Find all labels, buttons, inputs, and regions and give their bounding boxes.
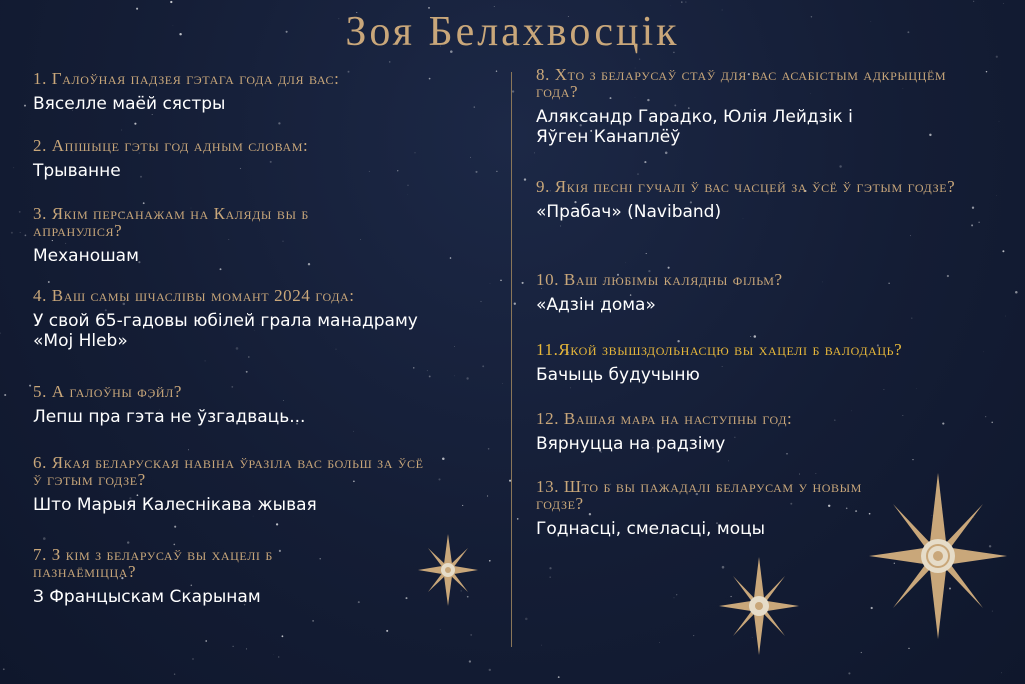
- star-dot: [248, 356, 250, 358]
- qa-item-1: [33, 70, 493, 114]
- star-dot: [524, 178, 526, 180]
- star-dot: [522, 282, 524, 284]
- qa-item-5: [33, 383, 493, 427]
- star-dot: [25, 235, 27, 237]
- star-dot: [665, 152, 668, 155]
- star-dot: [489, 669, 491, 671]
- star-dot: [996, 195, 997, 196]
- star-dot: [389, 61, 391, 63]
- star-dot: [991, 422, 992, 423]
- star-dot: [985, 416, 986, 417]
- star-dot: [220, 268, 222, 270]
- answer-13: Годнасці, смеласці, моцы: [536, 519, 766, 539]
- answer-12: Вярнуцца на радзіму: [536, 434, 726, 454]
- star-dot: [848, 672, 850, 674]
- star-dot: [121, 129, 122, 130]
- column-divider: [511, 72, 512, 647]
- question-9: 9. Якія песні гучалі ў вас часцей за ўсё ў гэтым годзе?: [536, 177, 956, 196]
- star-dot: [1001, 672, 1002, 673]
- star-dot: [11, 232, 13, 234]
- star-dot: [43, 537, 46, 540]
- star-dot: [438, 478, 440, 480]
- star-dot: [470, 634, 472, 636]
- star-dot: [971, 224, 973, 226]
- answer-3: Механошам: [33, 246, 139, 266]
- question-7: 7. З кім з беларусаў вы хацелі б пазнаёміцца?: [33, 545, 273, 581]
- answer-5: Лепш пра гэта не ўзгадваць...: [33, 407, 306, 427]
- question-3: 3. Якім персанажам на Каляды вы б апрануліся?: [33, 204, 309, 240]
- star-dot: [502, 383, 503, 384]
- question-6: 6. Якая беларуская навіна ўразіла вас больш за ўсё ў гэтым годзе?: [33, 453, 424, 489]
- qa-item-6: [33, 454, 433, 515]
- star-dot: [489, 560, 491, 562]
- star-dot: [205, 360, 206, 361]
- star-dot: [799, 474, 800, 475]
- star-dot: [1003, 3, 1004, 4]
- star-dot: [986, 71, 987, 72]
- star-dot: [450, 257, 452, 259]
- qa-item-10: [536, 271, 976, 315]
- star-dot: [525, 618, 528, 621]
- star-dot: [246, 371, 248, 373]
- answer-8: Аляксандр Гарадко, Юлія Лейдзік і Яўген Канаплёў: [536, 107, 853, 147]
- star-dot: [48, 281, 50, 283]
- star-dot: [637, 173, 638, 174]
- star-dot: [253, 516, 254, 517]
- question-5: 5. А галоўны фэйл?: [33, 382, 183, 401]
- answer-9: «Прабач» (Naviband): [536, 202, 722, 222]
- answer-7: З Францыскам Скарынам: [33, 587, 261, 607]
- question-2: 2. Апішыце гэты год адным словам:: [33, 136, 309, 155]
- star-dot: [440, 629, 441, 630]
- qa-item-2: [33, 137, 493, 181]
- star-dot: [24, 105, 26, 107]
- star-dot: [644, 161, 646, 163]
- star-dot: [488, 448, 490, 450]
- star-dot: [560, 226, 561, 227]
- star-ornament-icon: [718, 556, 800, 656]
- star-dot: [278, 122, 280, 124]
- star-ornament-icon: [417, 533, 479, 607]
- star-dot: [908, 648, 909, 649]
- star-dot: [550, 577, 551, 578]
- star-dot: [839, 165, 841, 167]
- star-dot: [152, 114, 153, 115]
- star-dot: [20, 232, 21, 233]
- star-dot: [188, 449, 189, 450]
- qa-item-11: [536, 341, 1016, 385]
- qa-item-13: [536, 478, 886, 539]
- qa-item-4: [33, 287, 493, 351]
- star-dot: [353, 431, 354, 432]
- star-dot: [668, 267, 670, 269]
- star-dot: [496, 70, 497, 71]
- answer-1: Вяселле маёй сястры: [33, 94, 226, 114]
- answer-2: Трыванне: [33, 161, 121, 181]
- star-dot: [517, 518, 519, 520]
- star-dot: [861, 652, 862, 653]
- question-1: 1. Галоўная падзея гэтага года для вас:: [33, 69, 340, 88]
- star-dot: [482, 365, 484, 367]
- star-dot: [912, 459, 913, 460]
- question-10: 10. Ваш любімы калядны фільм?: [536, 270, 783, 289]
- star-dot: [386, 630, 388, 632]
- star-dot: [127, 541, 129, 543]
- star-dot: [205, 640, 207, 642]
- star-dot: [685, 2, 686, 3]
- star-dot: [754, 335, 757, 338]
- star-dot: [496, 171, 497, 172]
- star-dot: [429, 375, 431, 377]
- star-dot: [487, 496, 488, 497]
- page-title: Зоя Белахвосцік: [345, 9, 680, 55]
- question-4: 4. Ваш самы шчаслівы момант 2024 года:: [33, 286, 355, 305]
- star-dot: [193, 659, 194, 660]
- star-dot: [358, 601, 360, 603]
- star-dot: [558, 676, 560, 678]
- star-dot: [276, 523, 278, 525]
- star-dot: [282, 635, 284, 637]
- star-dot: [174, 526, 176, 528]
- star-dot: [134, 123, 136, 125]
- answer-4: У свой 65-гадовы юбілей грала манадраму «Moj Hleb»: [33, 311, 418, 351]
- star-dot: [999, 121, 1000, 122]
- star-dot: [442, 457, 445, 460]
- star-dot: [534, 153, 535, 154]
- star-dot: [625, 263, 626, 264]
- question-11: 11.Якой звышздольнасцю вы хацелі б валодаць?: [536, 340, 903, 359]
- star-dot: [973, 1, 974, 2]
- star-dot: [639, 58, 640, 59]
- star-dot: [972, 207, 974, 209]
- star-dot: [514, 303, 516, 305]
- star-dot: [1015, 291, 1018, 294]
- qa-item-9: [536, 178, 956, 222]
- star-dot: [570, 388, 571, 389]
- star-dot: [427, 370, 428, 371]
- star-dot: [3, 668, 5, 670]
- star-dot: [512, 90, 514, 92]
- star-dot: [413, 367, 414, 368]
- star-dot: [1002, 250, 1004, 252]
- question-8: 8. Хто з беларусаў стаў для вас асабістым адкрыццём года?: [536, 65, 947, 101]
- star-dot: [500, 280, 501, 281]
- star-dot: [910, 235, 911, 236]
- star-dot: [278, 656, 279, 657]
- star-dot: [978, 222, 979, 223]
- star-dot: [4, 394, 6, 396]
- star-dot: [174, 674, 175, 675]
- star-dot: [246, 648, 247, 649]
- star-dot: [750, 336, 751, 337]
- star-dot: [13, 167, 14, 168]
- star-dot: [916, 389, 917, 390]
- star-dot: [681, 1, 682, 2]
- question-13: 13. Што б вы пажадалі беларусам у новым годзе?: [536, 477, 862, 513]
- star-ornament-icon: [868, 472, 1008, 640]
- star-dot: [19, 211, 21, 213]
- star-dot: [233, 646, 234, 647]
- qa-item-7: [33, 546, 353, 607]
- answer-10: «Адзін дома»: [536, 295, 656, 315]
- question-12: 12. Вашая мара на наступны год:: [536, 409, 793, 428]
- star-dot: [29, 385, 31, 387]
- star-dot: [674, 597, 675, 598]
- star-dot: [407, 184, 409, 186]
- star-dot: [312, 620, 314, 622]
- star-dot: [0, 333, 1, 334]
- qa-item-3: [33, 205, 383, 266]
- star-dot: [816, 473, 817, 474]
- qa-item-8: [536, 66, 976, 147]
- qa-item-12: [536, 410, 976, 454]
- star-dot: [883, 389, 884, 390]
- answer-6: Што Марыя Калеснікава жывая: [33, 495, 317, 515]
- star-dot: [676, 594, 677, 595]
- star-dot: [541, 645, 542, 646]
- star-dot: [494, 6, 495, 7]
- star-dot: [466, 377, 468, 379]
- star-dot: [469, 660, 471, 662]
- star-dot: [911, 318, 912, 319]
- star-dot: [646, 253, 647, 254]
- star-dot: [170, 1, 172, 3]
- star-dot: [549, 567, 551, 569]
- star-dot: [462, 505, 463, 506]
- star-dot: [659, 642, 660, 643]
- answer-11: Бачыць будучыню: [536, 365, 700, 385]
- star-dot: [728, 461, 729, 462]
- star-dot: [693, 635, 694, 636]
- star-dot: [406, 597, 408, 599]
